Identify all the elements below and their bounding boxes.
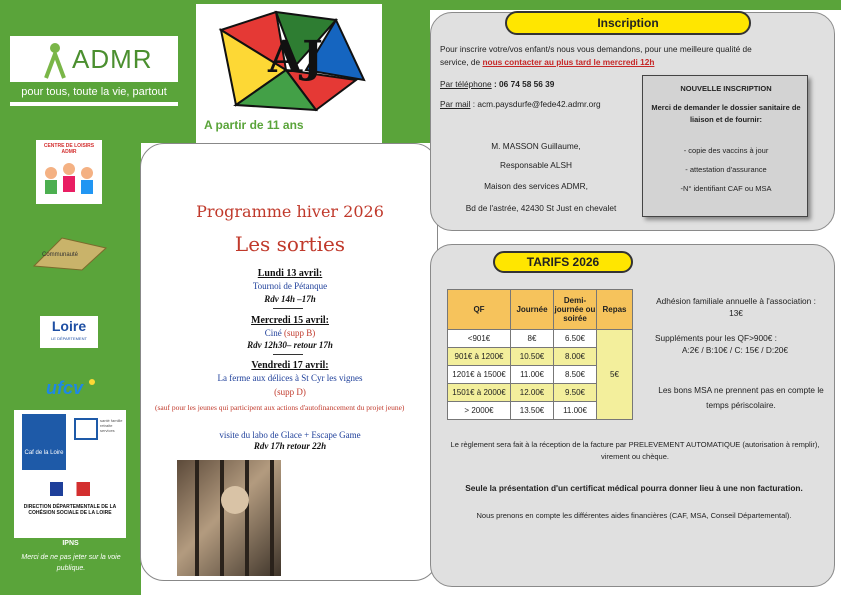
admr-name: ADMR	[72, 44, 153, 74]
centre-loisirs-logo	[36, 140, 102, 204]
tarifs-title: TARIFS 2026	[493, 251, 633, 273]
day3-rdv: Rdv 17h retour 22h	[253, 441, 327, 451]
day1-activity: Tournoi de Pétanque	[252, 281, 328, 291]
table-header-row	[448, 290, 633, 330]
cell-demi: 11.00€	[554, 402, 597, 420]
partners-logo-block	[14, 410, 126, 538]
ddcs-text: DIRECTION DÉPARTEMENTALE DE LA COHÉSION SOCIALE DE LA LOIRE	[23, 504, 117, 516]
children-icon	[36, 155, 102, 205]
mail-label: Par mail	[440, 99, 471, 109]
mail-line	[440, 99, 601, 109]
cell-demi: 6.50€	[554, 330, 597, 348]
day2-rdv: Rdv 12h30– retour 17h	[247, 340, 333, 350]
age-label: A partir de 11 ans	[204, 118, 304, 132]
communaute-logo-icon	[32, 232, 108, 272]
centre-loisirs-text: CENTRE DE LOISIRS ADMR	[43, 143, 95, 155]
day3-supp: (supp D)	[274, 387, 306, 397]
cell-journee: 11.00€	[511, 366, 554, 384]
aj-logo	[196, 4, 382, 136]
loire-logo	[40, 316, 98, 348]
supplements-title: Suppléments pour les QF>900€ :	[655, 333, 777, 343]
supplements-values: A:2€ / B:10€ / C: 15€ / D:20€	[681, 345, 789, 355]
day2-title: Mercredi 15 avril:	[251, 315, 329, 326]
inscription-intro-block	[440, 43, 780, 69]
admr-tagline: pour tous, toute la vie, partout	[10, 82, 178, 102]
phone-number[interactable]: : 06 74 58 56 39	[491, 79, 555, 89]
cell-demi: 9.50€	[554, 384, 597, 402]
new-inscription-title: NOUVELLE INSCRIPTION	[680, 84, 772, 93]
new-item-vaccins: - copie des vaccins à jour	[683, 146, 769, 155]
day2-supp: (supp B)	[284, 328, 316, 338]
loire-subtext: LE DÉPARTEMENT	[51, 336, 87, 341]
cell-repas: 5€	[597, 330, 633, 420]
day3-activity: La ferme aux délices à St Cyr les vignes	[217, 373, 363, 383]
caf-logo	[22, 414, 66, 470]
msa-text: santé famille retraite services	[100, 418, 123, 433]
inscription-panel	[430, 12, 835, 231]
certificat-text: Seule la présentation d'un certificat médical pourra donner lieu à une non facturation.	[465, 483, 803, 493]
msa-note: Les bons MSA ne prennent pas en compte le temps périscolaire.	[658, 385, 824, 410]
loire-text: Loire	[51, 318, 87, 334]
day1-title: Lundi 13 avril:	[257, 268, 323, 279]
header-demi-journee: Demi-journée ou soirée	[554, 290, 597, 330]
programme-subtitle: Les sorties	[234, 232, 346, 256]
green-header-block-2	[382, 0, 430, 143]
mail-address[interactable]: : acm.paysdurfe@fede42.admr.org	[470, 99, 601, 109]
cell-demi: 8.50€	[554, 366, 597, 384]
svg-text:Communauté: Communauté	[42, 252, 79, 258]
contact-address: Bd de l'astrée, 42430 St Just en chevalet	[465, 203, 617, 213]
contact-place: Maison des services ADMR,	[484, 181, 588, 191]
new-inscription-intro: Merci de demander le dossier sanitaire de liaison et de fournir:	[651, 103, 801, 124]
table-row	[448, 330, 633, 348]
inscription-deadline: nous contacter au plus tard le mercredi 12h	[482, 57, 655, 67]
contact-role: Responsable ALSH	[500, 160, 572, 170]
svg-text:AJ: AJ	[268, 32, 323, 83]
day2-activity: Ciné	[264, 328, 282, 338]
cell-journee: 12.00€	[511, 384, 554, 402]
day3-activity2: visite du labo de Glace + Escape Game	[219, 430, 361, 440]
admr-logo	[10, 36, 178, 106]
new-item-assurance: - attestation d'assurance	[685, 165, 767, 174]
day2-activity-line	[141, 328, 439, 338]
ipns-note: Merci de ne pas jeter sur la voie publique.	[21, 554, 121, 572]
cell-qf: <901€	[448, 330, 511, 348]
caf-text: Caf de la Loire	[24, 450, 64, 456]
tarifs-table	[447, 289, 633, 420]
aj-colorful-logo-icon	[216, 10, 366, 114]
cell-qf: 1201€ à 1500€	[448, 366, 511, 384]
cell-qf: 901€ à 1200€	[448, 348, 511, 366]
day3-title: Vendredi 17 avril:	[251, 360, 329, 371]
adhesion-text: Adhésion familiale annuelle à l'association : 13€	[656, 296, 816, 318]
admr-figure-icon	[40, 42, 70, 80]
cell-journee: 13.50€	[511, 402, 554, 420]
cell-journee: 8€	[511, 330, 554, 348]
cell-demi: 8.00€	[554, 348, 597, 366]
header-qf: QF	[448, 290, 511, 330]
bars-image-icon	[177, 460, 281, 576]
phone-line	[440, 79, 554, 89]
inscription-intro: Pour inscrire votre/vos enfant/s nous vous demandons, pour une meilleure qualité de service, de	[440, 44, 752, 67]
divider	[273, 354, 303, 355]
communaute-communes-logo	[32, 232, 108, 272]
tarifs-panel	[430, 244, 835, 587]
phone-label: Par téléphone	[440, 79, 492, 89]
ufcv-logo-icon	[42, 374, 98, 400]
divider	[273, 308, 303, 309]
header-journee: Journée	[511, 290, 554, 330]
contact-name: M. MASSON Guillaume,	[491, 141, 581, 151]
new-item-caf: -N° identifiant CAF ou MSA	[680, 184, 772, 193]
aides-text: Nous prenons en compte les différentes aides financières (CAF, MSA, Conseil Départemental).	[476, 511, 792, 520]
svg-text:ufcv: ufcv	[46, 378, 84, 398]
day3-note: (sauf pour les jeunes qui participent aux actions d'autofinancement du projet jeune)	[155, 403, 405, 412]
inscription-title: Inscription	[505, 11, 751, 35]
ipns-title: IPNS	[62, 540, 79, 547]
cell-journee: 10.50€	[511, 348, 554, 366]
reglement-text: Le règlement sera fait à la réception de la facture par PRELEVEMENT AUTOMATIQUE (autorisation à remplir), virement ou chèque.	[450, 440, 820, 461]
programme-panel	[140, 143, 438, 581]
escape-game-photo	[177, 460, 281, 576]
cell-qf: 1501€ à 2000€	[448, 384, 511, 402]
ufcv-logo	[42, 374, 98, 400]
nouvelle-inscription-box	[642, 75, 808, 217]
programme-title: Programme hiver 2026	[196, 202, 384, 221]
header-repas: Repas	[597, 290, 633, 330]
msa-icon	[74, 418, 98, 440]
republique-flag-icon	[50, 482, 90, 496]
cell-qf: > 2000€	[448, 402, 511, 420]
day1-rdv: Rdv 14h –17h	[264, 294, 316, 304]
